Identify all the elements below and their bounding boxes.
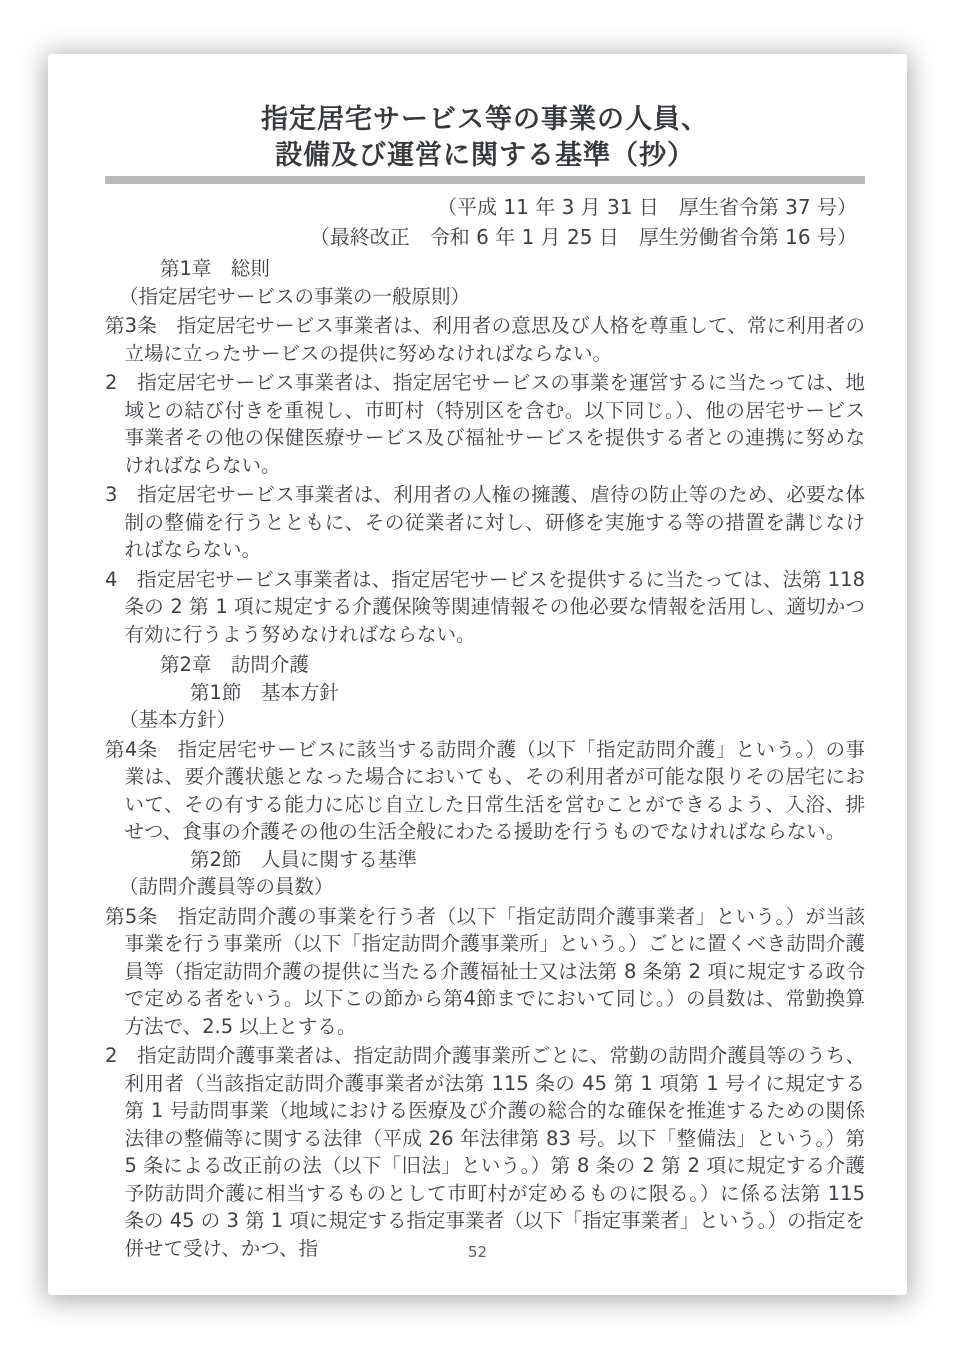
article-4-caption: （基本方針）	[119, 708, 237, 731]
article-5-paragraph-2: 2 指定訪問介護事業者は、指定訪問介護事業所ごとに、常勤の訪問介護員等のうち、利用者（当該指定訪問介護事業者が法第 115 条の 45 第 1 項第 1 号イに規定する第 1 号訪問事業（地域における医療及び介護の総合的な確保を推進するための関係法律の整備等に関する法律（平成 26 年法律第 83 号。以下「整備法」という。）第 5 条による改正前の法（以下「旧法」という。）第 8 条の 2 第 2 項に規定する介護予防訪問介護に相当するものとして市町村が定めるものに限る。）に係る法第 115 条の 45 の 3 第 1 項に規定する指定事業者（以下「指定事業者」という。）の指定を併せて受け、かつ、指	[105, 1044, 865, 1260]
page-number: 52	[467, 1243, 488, 1261]
article-3-paragraph-4: 4 指定居宅サービス事業者は、指定居宅サービスを提供するに当たっては、法第 118 条の 2 第 1 項に規定する介護保険等関連情報その他必要な情報を活用し、適切かつ有効に行うよう努めなければならない。	[105, 567, 865, 646]
article-3-paragraph-1: 第3条 指定居宅サービス事業者は、利用者の意思及び人格を尊重して、常に利用者の立場に立ったサービスの提供に努めなければならない。	[105, 314, 865, 365]
article-3-caption: （指定居宅サービスの事業の一般原則）	[119, 284, 471, 308]
chapter-2-section-2-heading: 第2節 人員に関する基準	[190, 847, 417, 871]
chapter-2-section-1-heading: 第1節 基本方針	[190, 680, 339, 704]
document-title-line-1: 指定居宅サービス等の事業の人員、	[261, 104, 709, 135]
promulgation-block	[105, 192, 865, 252]
promulgation-date: （平成 11 年 3 月 31 日 厚生省令第 37 号）	[437, 195, 857, 219]
chapter-2-heading: 第2章 訪問介護	[160, 653, 309, 676]
article-4-paragraph-1: 第4条 指定居宅サービスに該当する訪問介護（以下「指定訪問介護」という。）の事業は、要介護状態となった場合においても、その利用者が可能な限りその居宅において、その有する能力に応じ自立した日常生活を営むことができるよう、入浴、排せつ、食事の介護その他の生活全般にわたる援助を行うものでなければならない。	[105, 737, 865, 843]
document-title	[105, 102, 865, 174]
document-page	[48, 54, 907, 1295]
article-5-paragraph-1: 第5条 指定訪問介護の事業を行う者（以下「指定訪問介護事業者」という。）が当該事業を行う事業所（以下「指定訪問介護事業所」という。）ごとに置くべき訪問介護員等（指定訪問介護の提供に当たる介護福祉士又は法第 8 条第 2 項に規定する政令で定める者をいう。以下この節から第4節までにおいて同じ。）の員数は、常勤換算方法で、2.5 以上とする。	[105, 904, 865, 1038]
document-body	[105, 255, 865, 1262]
article-5-caption: （訪問介護員等の員数）	[119, 875, 334, 898]
article-3-paragraph-3: 3 指定居宅サービス事業者は、利用者の人権の擁護、虐待の防止等のため、必要な体制の整備を行うとともに、その従業者に対し、研修を実施する等の措置を講じなければならない。	[105, 483, 865, 561]
title-divider	[105, 176, 865, 184]
article-3-paragraph-2: 2 指定居宅サービス事業者は、指定居宅サービスの事業を運営するに当たっては、地域との結び付きを重視し、市町村（特別区を含む。以下同じ。）、他の居宅サービス事業者その他の保健医療サービス及び福祉サービスを提供する者との連携に努めなければならない。	[105, 371, 865, 477]
document-title-line-2: 設備及び運営に関する基準（抄）	[275, 140, 695, 171]
chapter-1-heading: 第1章 総則	[160, 257, 270, 280]
last-amendment-date: （最終改正 令和 6 年 1 月 25 日 厚生労働省令第 16 号）	[309, 225, 857, 249]
